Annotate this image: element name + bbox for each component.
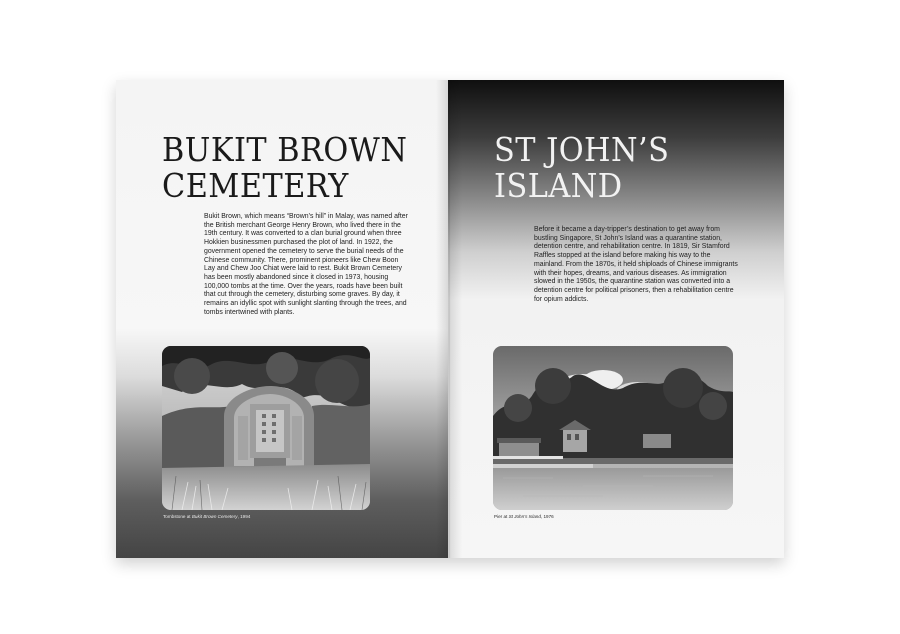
tombstone-photo <box>162 346 370 510</box>
caption-place: Bukit Brown Cemetery <box>191 514 238 519</box>
pier-illustration <box>493 346 733 510</box>
right-page <box>448 80 784 558</box>
tombstone-illustration <box>162 346 370 510</box>
right-page-title <box>494 132 669 204</box>
left-page-title <box>162 132 407 204</box>
left-title-line-2: CEMETERY <box>162 166 349 205</box>
left-body-text: Bukit Brown, which means “Brown’s hill” in Malay, was named after the British merchant George Henry Brown, who lived there in the 19th century. It was converted to a clan burial ground when three Hokkien businessmen purchased the plot of land. In 1922, the government opened the cemetery to serve the burial needs of the Chinese community. There, prominent pioneers like Chew Boon Lay and Chew Joo Chiat were laid to rest. Bukit Brown Cemetery has been mostly abandoned since it closed in 1973, housing 100,000 tombs at the time. Over the years, roads have been built that cut through the cemetery, disturbing some graves. By day, it remains an idyllic spot with sunlight slanting through the trees, and tombs intertwined with plants. <box>204 213 408 316</box>
right-title-line-1: ST JOHN’S <box>494 130 670 169</box>
caption-prefix: Pier at <box>494 514 509 519</box>
left-page <box>116 80 448 558</box>
right-body-text: Before it became a day-tripper’s destination to get away from bustling Singapore, St John’s Island was a quarantine station, detention centre, and rehabilitation centre. In 1819, Sir Stamford Raffles stopped at the island before making his way to the mainland. From the 1870s, it held shiploads of Chinese immigrants with their hopes, dreams, and various diseases. As immigration slowed in the 1950s, the quarantine station was converted into a detention centre for political prisoners, then a rehabilitation centre for opium addicts. <box>534 226 738 303</box>
pier-photo <box>493 346 733 510</box>
caption-prefix: Tombstone at <box>163 514 192 519</box>
pier-caption <box>494 514 554 520</box>
caption-year: , 1976 <box>540 514 554 519</box>
left-title-line-1: BUKIT BROWN <box>162 130 408 169</box>
caption-place: St John’s Island <box>508 514 541 519</box>
right-title-line-2: ISLAND <box>494 166 623 205</box>
magazine-spread <box>116 80 784 558</box>
caption-year: , 1994 <box>237 514 251 519</box>
tombstone-caption <box>163 514 250 520</box>
